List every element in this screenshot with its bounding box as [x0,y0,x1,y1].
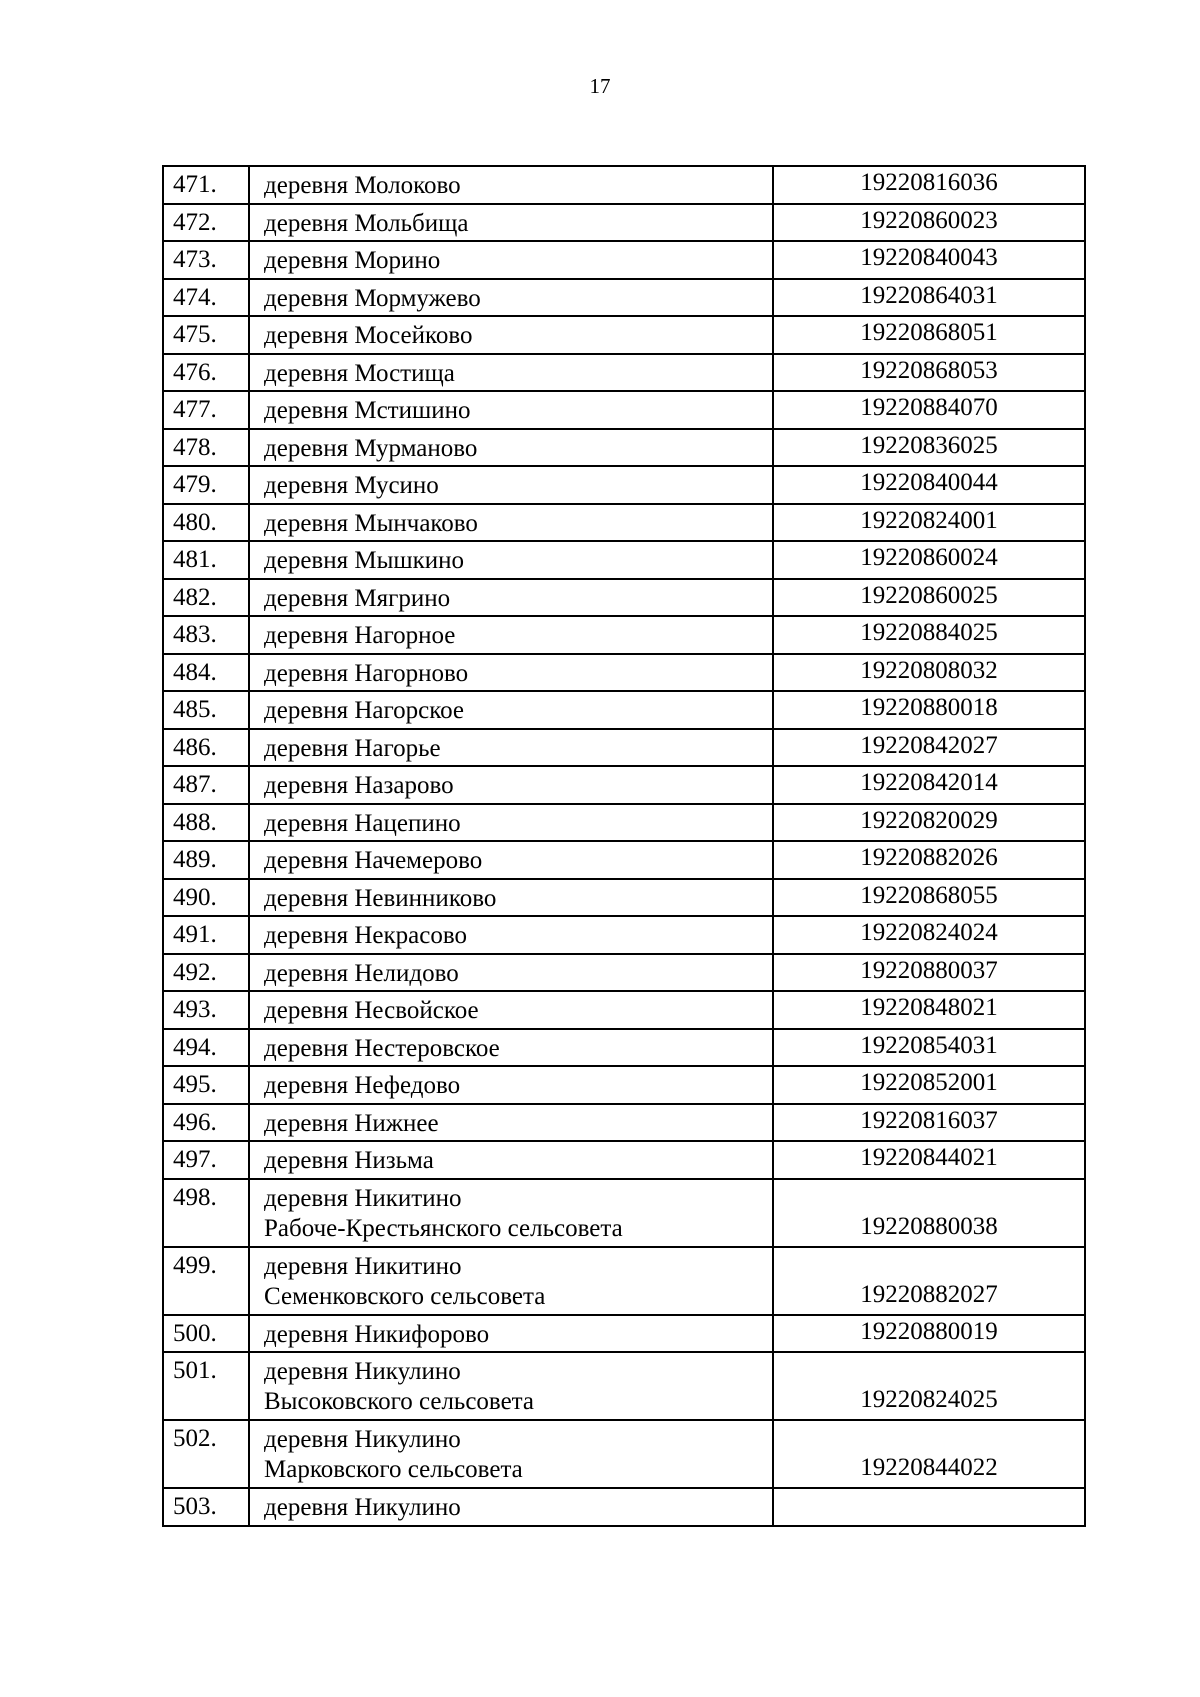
row-number: 483. [163,616,249,654]
row-number: 484. [163,654,249,692]
row-number: 473. [163,241,249,279]
settlement-name-line: Марковского сельсовета [264,1456,523,1483]
row-number: 475. [163,316,249,354]
okato-code: 19220824025 [773,1352,1085,1420]
settlement-name-line: деревня Молоково [264,172,461,199]
okato-code: 19220842027 [773,729,1085,767]
table-row [163,729,1085,767]
row-number: 482. [163,579,249,617]
row-number: 496. [163,1104,249,1142]
settlement-name [249,916,773,954]
settlement-name [249,1029,773,1067]
settlement-name-line: деревня Мусино [264,472,439,499]
settlement-name [249,391,773,429]
row-number: 474. [163,279,249,317]
row-number: 479. [163,466,249,504]
table-row [163,429,1085,467]
okato-code: 19220842014 [773,766,1085,804]
okato-code: 19220854031 [773,1029,1085,1067]
row-number: 492. [163,954,249,992]
okato-code: 19220882026 [773,841,1085,879]
okato-code: 19220840043 [773,241,1085,279]
row-number: 477. [163,391,249,429]
settlement-name [249,729,773,767]
settlement-name-line: деревня Нацепино [264,809,461,837]
settlement-name-line: деревня Мягрино [264,584,451,612]
table-row [163,504,1085,542]
okato-code: 19220824001 [773,504,1085,542]
settlement-name-line: деревня Никулино [264,1358,461,1385]
settlement-name [249,804,773,842]
okato-code: 19220880038 [773,1179,1085,1247]
settlement-name [249,1420,773,1488]
settlement-name [249,1066,773,1104]
settlement-name-line: деревня Нагорново [264,659,469,687]
table-row [163,391,1085,429]
settlement-name-line: деревня Назарово [264,772,454,799]
settlement-name-line: деревня Невинниково [264,884,497,912]
okato-code: 19220868055 [773,879,1085,917]
row-number: 478. [163,429,249,467]
settlement-name-line: деревня Некрасово [264,922,467,949]
table-row [163,841,1085,879]
settlement-name [249,279,773,317]
row-number: 500. [163,1315,249,1353]
table-row [163,1352,1085,1420]
settlement-name-line: деревня Мостища [264,359,455,387]
settlement-name-line: деревня Мольбища [264,209,469,237]
table-row [163,879,1085,917]
okato-code: 19220884070 [773,391,1085,429]
row-number: 487. [163,766,249,804]
row-number: 498. [163,1179,249,1247]
table-row [163,1066,1085,1104]
table-row [163,916,1085,954]
settlement-name [249,991,773,1029]
row-number: 480. [163,504,249,542]
settlement-name-line: деревня Никитино [264,1252,462,1280]
settlement-name-line: деревня Морино [264,247,441,274]
row-number: 495. [163,1066,249,1104]
settlement-name [249,954,773,992]
table-row [163,541,1085,579]
settlement-registry-table [162,165,1086,1527]
table-row [163,204,1085,242]
table-row [163,241,1085,279]
settlement-name-line: деревня Никитино [264,1184,462,1212]
settlement-name [249,1179,773,1247]
settlement-name [249,1488,773,1526]
row-number: 481. [163,541,249,579]
okato-code: 19220816036 [773,166,1085,204]
okato-code: 19220808032 [773,654,1085,692]
okato-code: 19220852001 [773,1066,1085,1104]
settlement-name [249,316,773,354]
settlement-name [249,841,773,879]
table-row [163,279,1085,317]
row-number: 485. [163,691,249,729]
row-number: 502. [163,1420,249,1488]
table-row [163,766,1085,804]
settlement-name [249,541,773,579]
settlement-name-line: деревня Мстишино [264,397,471,424]
row-number: 497. [163,1141,249,1179]
okato-code: 19220836025 [773,429,1085,467]
table-row [163,654,1085,692]
row-number: 472. [163,204,249,242]
settlement-name-line: деревня Мынчаково [264,509,478,537]
table-row [163,1104,1085,1142]
row-number: 471. [163,166,249,204]
table-row [163,1488,1085,1526]
row-number: 476. [163,354,249,392]
settlement-name-line: деревня Нестеровское [264,1034,500,1062]
okato-code: 19220824024 [773,916,1085,954]
settlement-name [249,354,773,392]
settlement-name-line: деревня Нагорское [264,697,464,724]
row-number: 493. [163,991,249,1029]
table-row [163,1029,1085,1067]
settlement-name [249,1315,773,1353]
settlement-name-line: Высоковского сельсовета [264,1388,535,1415]
settlement-name [249,166,773,204]
settlement-name-line: деревня Мормужево [264,284,481,312]
table-row [163,616,1085,654]
okato-code: 19220844022 [773,1420,1085,1488]
table-row [163,1247,1085,1315]
table-row [163,316,1085,354]
settlement-name [249,579,773,617]
table-row [163,1179,1085,1247]
okato-code: 19220844021 [773,1141,1085,1179]
settlement-name-line: деревня Нелидово [264,959,459,987]
settlement-name-line: Рабоче-Крестьянского сельсовета [264,1214,623,1242]
row-number: 501. [163,1352,249,1420]
table-row [163,804,1085,842]
settlement-name [249,466,773,504]
row-number: 490. [163,879,249,917]
row-number: 494. [163,1029,249,1067]
okato-code: 19220880037 [773,954,1085,992]
row-number: 489. [163,841,249,879]
okato-code: 19220860025 [773,579,1085,617]
okato-code: 19220860023 [773,204,1085,242]
settlement-name [249,766,773,804]
okato-code: 19220864031 [773,279,1085,317]
table-row [163,466,1085,504]
okato-code: 19220882027 [773,1247,1085,1315]
row-number: 499. [163,1247,249,1315]
okato-code: 19220860024 [773,541,1085,579]
settlement-name-line: деревня Нижнее [264,1109,439,1137]
settlement-name-line: деревня Никифорово [264,1320,490,1348]
okato-code: 19220880019 [773,1315,1085,1353]
table-row [163,354,1085,392]
table-row [163,166,1085,204]
settlement-name-line: деревня Никулино [264,1426,461,1453]
okato-code [773,1488,1085,1526]
row-number: 486. [163,729,249,767]
settlement-name [249,879,773,917]
settlement-name-line: деревня Начемерово [264,847,483,874]
table-row [163,1141,1085,1179]
okato-code: 19220848021 [773,991,1085,1029]
settlement-name [249,1141,773,1179]
table-row [163,691,1085,729]
settlement-name [249,504,773,542]
settlement-name-line: деревня Мосейково [264,322,473,349]
settlement-name-line: деревня Нефедово [264,1072,461,1099]
settlement-name [249,616,773,654]
table-row [163,991,1085,1029]
okato-code: 19220820029 [773,804,1085,842]
page-number-text: 17 [589,74,611,98]
settlement-name-line: деревня Мурманово [264,434,478,462]
row-number: 503. [163,1488,249,1526]
okato-code: 19220868053 [773,354,1085,392]
settlement-name [249,1247,773,1315]
settlement-name [249,1104,773,1142]
okato-code: 19220816037 [773,1104,1085,1142]
settlement-name-line: деревня Низьма [264,1147,434,1174]
settlement-name [249,654,773,692]
okato-code: 19220868051 [773,316,1085,354]
table-row [163,954,1085,992]
settlement-name-line: деревня Несвойское [264,997,479,1024]
settlement-name-line: деревня Мышкино [264,547,465,574]
settlement-name-line: деревня Никулино [264,1494,461,1521]
settlement-name [249,1352,773,1420]
row-number: 488. [163,804,249,842]
settlement-name-line: деревня Нагорное [264,622,456,649]
settlement-name [249,691,773,729]
registry-table-body [163,166,1085,1526]
settlement-name [249,204,773,242]
settlement-name-line: деревня Нагорье [264,734,441,762]
settlement-name [249,429,773,467]
page-number [0,74,1200,99]
table-row [163,1315,1085,1353]
okato-code: 19220884025 [773,616,1085,654]
table-row [163,1420,1085,1488]
okato-code: 19220880018 [773,691,1085,729]
row-number: 491. [163,916,249,954]
okato-code: 19220840044 [773,466,1085,504]
settlement-name [249,241,773,279]
table-row [163,579,1085,617]
settlement-name-line: Семенковского сельсовета [264,1282,546,1310]
